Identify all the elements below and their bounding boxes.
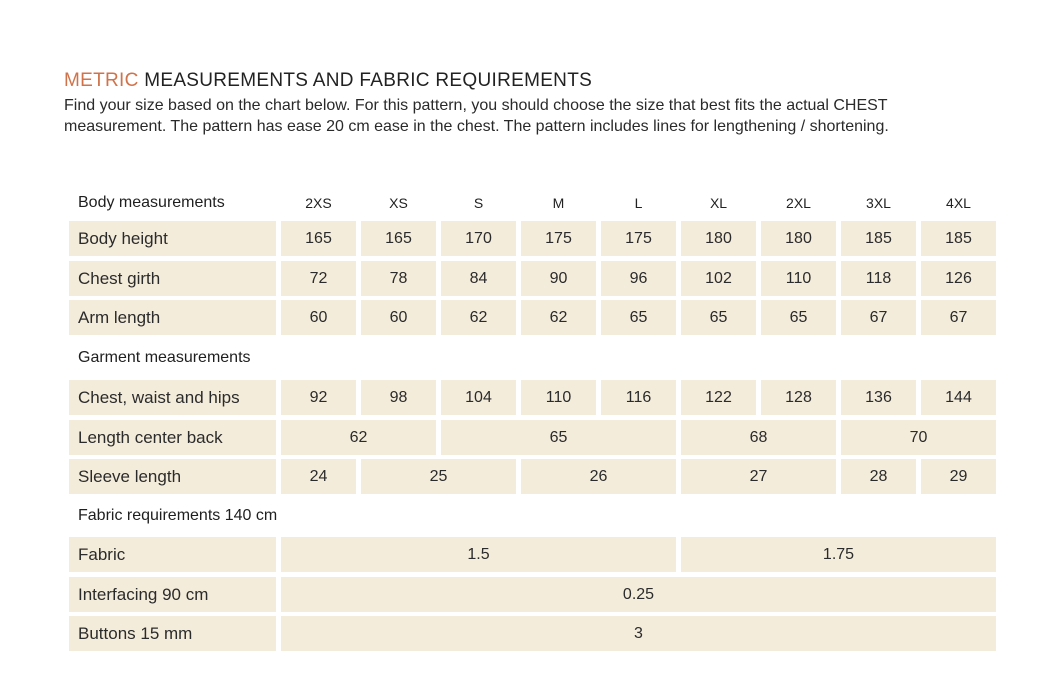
intro-text: [64, 95, 889, 137]
size-header: 2XS: [305, 195, 332, 211]
table-cell: 185: [841, 221, 916, 256]
table-cell: 1.75: [681, 537, 996, 572]
size-header: XL: [709, 195, 728, 211]
table-cell: 98: [361, 380, 436, 415]
table-cell: 70: [841, 420, 996, 455]
size-header: XS: [389, 195, 408, 211]
table-cell: 3: [281, 616, 996, 651]
table-cell: 144: [921, 380, 996, 415]
size-header: 3XL: [866, 195, 891, 211]
row-label-arm-length: Arm length: [69, 300, 276, 335]
table-cell: 60: [281, 300, 356, 335]
table-cell: 29: [921, 459, 996, 494]
section-garment-measurements: Garment measurements: [78, 349, 251, 366]
table-cell: 185: [921, 221, 996, 256]
table-cell: 170: [441, 221, 516, 256]
row-label-fabric: Fabric: [69, 537, 276, 572]
row-label-chest-waist-hips: Chest, waist and hips: [69, 380, 276, 415]
title-rest: MEASUREMENTS AND FABRIC REQUIREMENTS: [138, 70, 593, 91]
table-cell: 1.5: [281, 537, 676, 572]
table-cell: 62: [521, 300, 596, 335]
table-cell: 90: [521, 261, 596, 296]
row-label-chest-girth: Chest girth: [69, 261, 276, 296]
table-cell: 67: [841, 300, 916, 335]
table-cell: 84: [441, 261, 516, 296]
table-cell: 65: [681, 300, 756, 335]
table-cell: 175: [601, 221, 676, 256]
table-cell: 27: [681, 459, 836, 494]
row-label-interfacing: Interfacing 90 cm: [69, 577, 276, 612]
table-cell: 67: [921, 300, 996, 335]
table-cell: 175: [521, 221, 596, 256]
table-cell: 165: [281, 221, 356, 256]
table-cell: 128: [761, 380, 836, 415]
table-cell: 126: [921, 261, 996, 296]
table-cell: 104: [441, 380, 516, 415]
table-cell: 65: [441, 420, 676, 455]
row-label-body-height: Body height: [69, 221, 276, 256]
size-header: 4XL: [946, 195, 971, 211]
table-cell: 26: [521, 459, 676, 494]
table-cell: 136: [841, 380, 916, 415]
size-header: M: [552, 195, 565, 211]
table-cell: 102: [681, 261, 756, 296]
table-cell: 110: [761, 261, 836, 296]
row-label-buttons: Buttons 15 mm: [69, 616, 276, 651]
table-cell: 25: [361, 459, 516, 494]
table-cell: 72: [281, 261, 356, 296]
intro-line-1: Find your size based on the chart below. For this pattern, you should choose the size that best fits the actual CHEST: [64, 97, 888, 114]
table-cell: 118: [841, 261, 916, 296]
table-cell: 180: [681, 221, 756, 256]
title-accent: METRIC: [64, 70, 139, 91]
page-title: [64, 70, 592, 92]
table-cell: 110: [521, 380, 596, 415]
size-header: S: [473, 195, 484, 211]
table-cell: 92: [281, 380, 356, 415]
table-cell: 122: [681, 380, 756, 415]
table-cell: 60: [361, 300, 436, 335]
intro-line-2: measurement. The pattern has ease 20 cm ease in the chest. The pattern includes lines for lengthening / shortening.: [64, 118, 889, 135]
table-cell: 78: [361, 261, 436, 296]
table-cell: 96: [601, 261, 676, 296]
table-cell: 165: [361, 221, 436, 256]
table-cell: 68: [681, 420, 836, 455]
table-cell: 24: [281, 459, 356, 494]
size-header: L: [634, 195, 643, 211]
table-cell: 180: [761, 221, 836, 256]
table-cell: 28: [841, 459, 916, 494]
table-cell: 116: [601, 380, 676, 415]
row-label-sleeve-length: Sleeve length: [69, 459, 276, 494]
table-cell: 62: [281, 420, 436, 455]
size-header: 2XL: [786, 195, 811, 211]
table-cell: 65: [601, 300, 676, 335]
table-cell: 62: [441, 300, 516, 335]
table-cell: 0.25: [281, 577, 996, 612]
table-cell: 65: [761, 300, 836, 335]
row-label-length-center-back: Length center back: [69, 420, 276, 455]
section-fabric-requirements: Fabric requirements 140 cm: [78, 507, 278, 524]
section-body-measurements: Body measurements: [78, 194, 225, 211]
